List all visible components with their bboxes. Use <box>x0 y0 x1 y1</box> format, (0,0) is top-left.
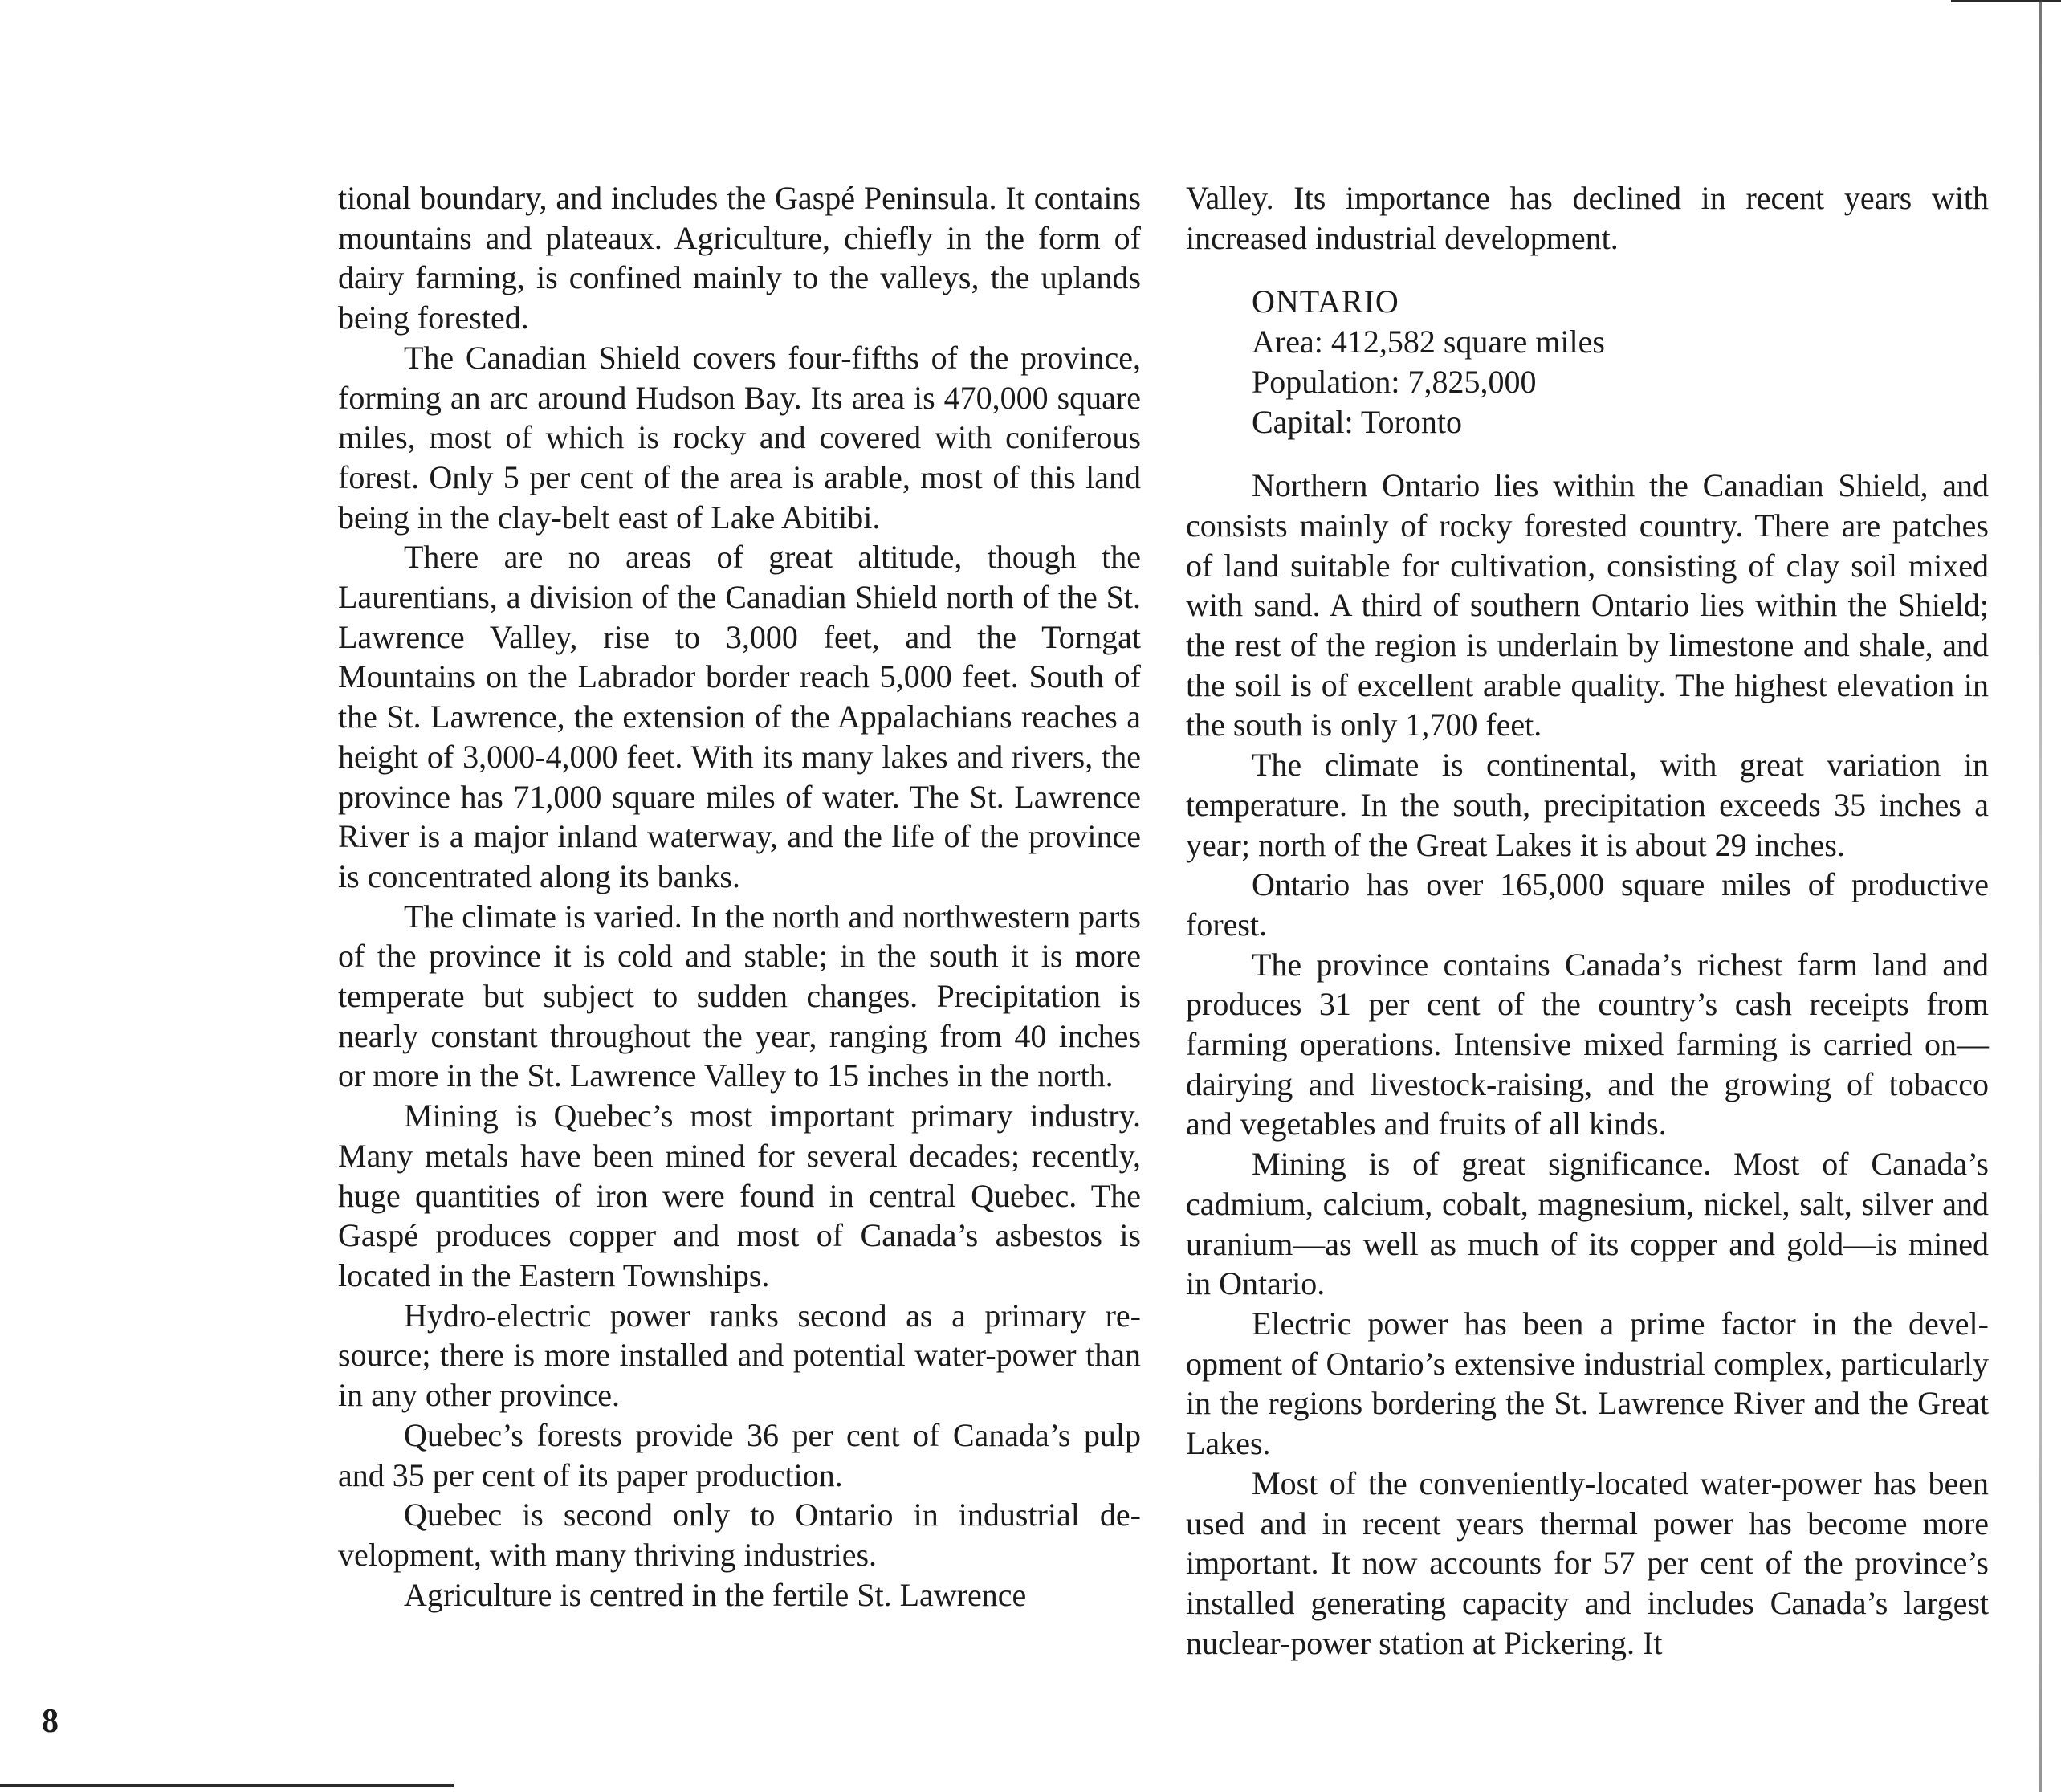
left-column <box>338 178 1141 1615</box>
paragraph: Northern Ontario lies within the Canadian Shield, and consists mainly of rocky forested country. There are patches of land suitable for cultivation, consisting of clay soil mixed with sand. A third of southern Ontario lies within the Shield; the rest of the region is underlain by limestone and shale, and the soil is of excellent arable quality. The highest elevation in the south is only 1,700 feet. <box>1186 467 1989 743</box>
spacer <box>1186 258 1989 282</box>
paragraph: Quebec’s forests provide 36 per cent of Canada’s pulp and 35 per cent of its paper production. <box>338 1416 1141 1493</box>
paragraph: Mining is of great significance. Most of Canada’s cadmium, calcium, cobalt, magnesium, nickel, salt, silver and uranium—as well as much of its copper and gold—is mined in Ontario. <box>1186 1146 1989 1302</box>
right-column <box>1186 178 1989 1663</box>
paragraph: Quebec is second only to Ontario in industrial development, with many thriving industries. <box>338 1497 1141 1573</box>
bottom-rule <box>0 1784 454 1787</box>
fact-area: Area: 412,582 square miles <box>1252 324 1605 360</box>
paragraph: The climate is varied. In the north and northwestern parts of the province it is cold and stable; in the south it is more temperate but subject to sudden changes. Precipitation is nearly constant throughout the year, ranging from 40 inches or more in the St. Lawrence Valley to 15 inches in the north. <box>338 898 1141 1094</box>
paragraph: Mining is Quebec’s most important primary industry. Many metals have been mined for several decades; recently, huge quantities of iron were found in central Quebec. The Gaspé produces copper and most of Canada’s asbestos is located in the Eastern Townships. <box>338 1098 1141 1293</box>
paragraph: Electric power has been a prime factor in the development of Ontario’s extensive industrial complex, particularly in the regions bordering the St. Lawrence River and the Great Lakes. <box>1186 1305 1989 1462</box>
paragraph: The climate is continental, with great variation in temperature. In the south, precipitation exceeds 35 inches a year; north of the Great Lakes it is about 29 inches. <box>1186 747 1989 863</box>
paragraph: There are no areas of great altitude, though the Laurentians, a division of the Canadian Shield north of the St. Lawrence Valley, rise to 3,000 feet, and the Torngat Mountains on the Labrador border reach 5,000 feet. South of the St. Lawrence, the extension of the Appalachians reaches a height of 3,000-4,000 feet. With its many lakes and rivers, the province has 71,000 square miles of water. The St. Lawrence River is a major inland waterway, and the life of the province is concentrated along its banks. <box>338 539 1141 894</box>
paragraph: Valley. Its importance has declined in recent years with increased industrial development. <box>1186 180 1989 256</box>
paragraph: Most of the conveniently-located water-power has been used and in recent years thermal power has become more important. It now accounts for 57 per cent of the province’s installed generating capacity and includes Canada’s largest nuclear-power station at Pickering. It <box>1186 1464 1989 1661</box>
spacer <box>1186 442 1989 466</box>
top-right-rule <box>1951 0 2061 2</box>
fact-list <box>1186 322 1989 442</box>
page-number: 8 <box>42 1703 59 1740</box>
paragraph: The province contains Canada’s richest farm land and produces 31 per cent of the country’s cash receipts from farming operations. Intensive mixed farming is carried on—dairying and livestock-raising, and the growing of tobacco and vegetables and fruits of all kinds. <box>1186 946 1989 1142</box>
paragraph: Ontario has over 165,000 square miles of productive forest. <box>1186 866 1989 943</box>
paragraph: tional boundary, and includes the Gaspé Peninsula. It contains mountains and plateaux. Agriculture, chiefly in the form of dairy farming, is confined mainly to the valleys, the uplands being forested. <box>338 180 1141 336</box>
fact-capital: Capital: Toronto <box>1252 403 1462 440</box>
paragraph: Hydro-electric power ranks second as a primary resource; there is more installed and potential water-power than in any other province. <box>338 1297 1141 1414</box>
paragraph: Agriculture is centred in the fertile St. Lawrence <box>404 1576 1027 1613</box>
paragraph: The Canadian Shield covers four-fifths of the province, forming an arc around Hudson Bay. Its area is 470,000 square miles, most of which is rocky and covered with coniferous forest. Only 5 per cent of the area is arable, most of this land being in the clay-belt east of Lake Abitibi. <box>338 339 1141 536</box>
fact-population: Population: 7,825,000 <box>1252 363 1537 400</box>
section-title: ONTARIO <box>1252 283 1399 320</box>
page-edge <box>2039 0 2042 1792</box>
